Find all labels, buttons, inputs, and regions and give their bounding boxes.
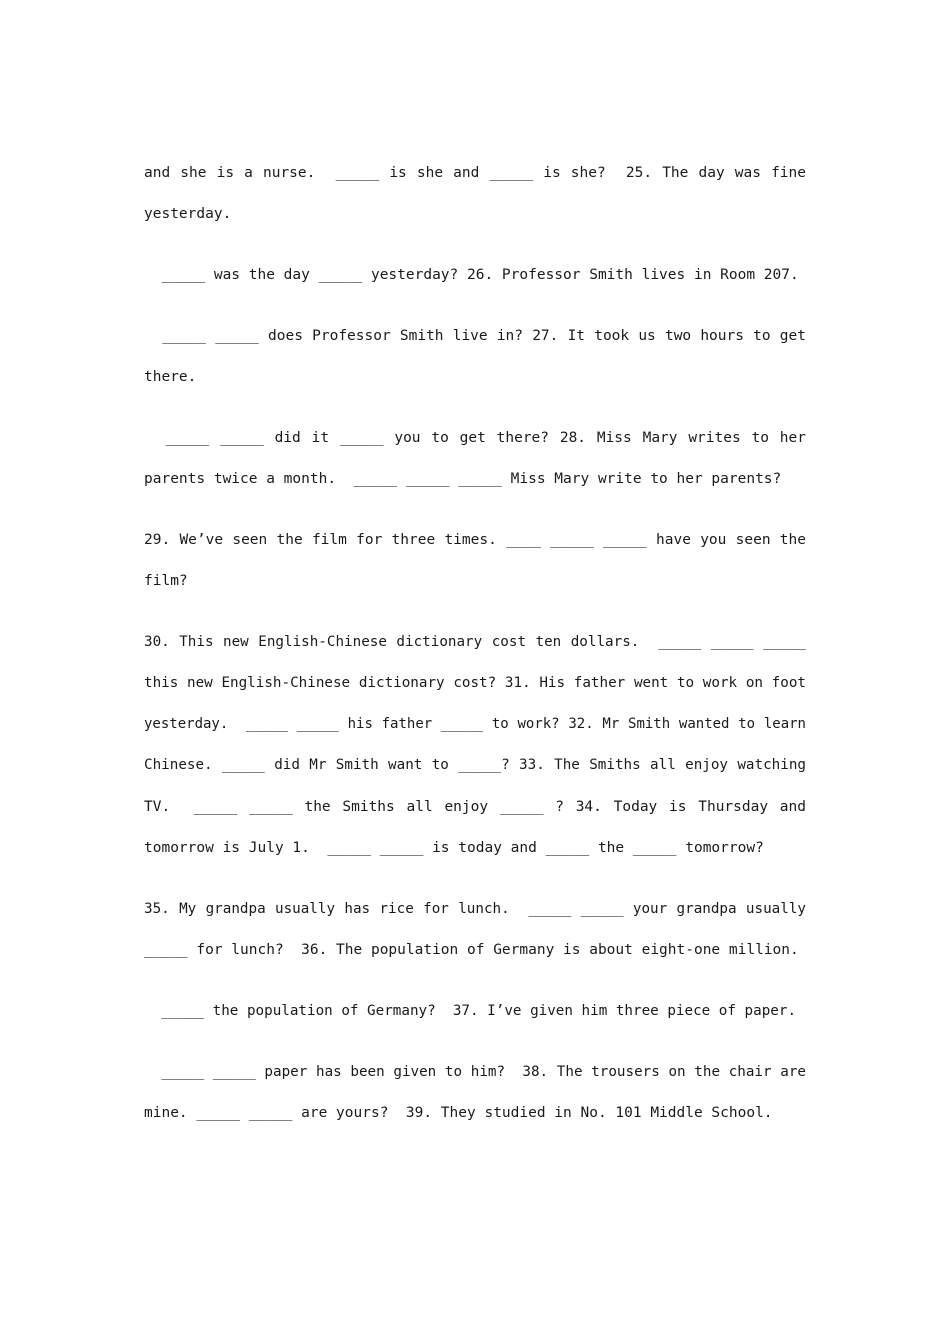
text-line: yesterday. xyxy=(144,206,232,222)
text-line: _____ _____ did it _____ you to get there? 28. Miss Mary writes to her xyxy=(144,430,806,446)
text-line: mine. _____ _____ are yours? 39. They studied in No. 101 Middle School. xyxy=(144,1105,773,1121)
text-line: _____ the population of Germany? 37. I’ve given him three piece of paper. xyxy=(144,1003,797,1019)
text-line: 35. My grandpa usually has rice for lunch. _____ _____ your grandpa usually xyxy=(144,901,806,917)
text-line: _____ _____ paper has been given to him? 38. The trousers on the chair are xyxy=(144,1064,806,1080)
text-line: 29. We’ve seen the film for three times. ____ _____ _____ have you seen the xyxy=(144,532,806,548)
text-line: parents twice a month. _____ _____ _____ Miss Mary write to her parents? xyxy=(144,471,782,487)
text-line: and she is a nurse. _____ is she and _____ is she? 25. The day was fine xyxy=(144,165,806,181)
text-line: tomorrow is July 1. _____ _____ is today and _____ the _____ tomorrow? xyxy=(144,840,764,856)
text-line: TV. _____ _____ the Smiths all enjoy _____ ? 34. Today is Thursday and xyxy=(144,799,806,815)
text-line: Chinese. _____ did Mr Smith want to _____? 33. The Smiths all enjoy watching xyxy=(144,757,806,773)
text-line: _____ was the day _____ yesterday? 26. Professor Smith lives in Room 207. xyxy=(144,267,799,283)
text-line: 30. This new English-Chinese dictionary cost ten dollars. _____ _____ _____ xyxy=(144,634,806,650)
text-line: this new English-Chinese dictionary cost? 31. His father went to work on foot xyxy=(144,675,806,691)
text-line: film? xyxy=(144,573,188,589)
text-line: _____ _____ does Professor Smith live in? 27. It took us two hours to get xyxy=(144,328,806,344)
text-line: yesterday. _____ _____ his father _____ to work? 32. Mr Smith wanted to learn xyxy=(144,716,806,732)
text-line: _____ for lunch? 36. The population of Germany is about eight-one million. xyxy=(144,942,799,958)
text-line: there. xyxy=(144,369,197,385)
